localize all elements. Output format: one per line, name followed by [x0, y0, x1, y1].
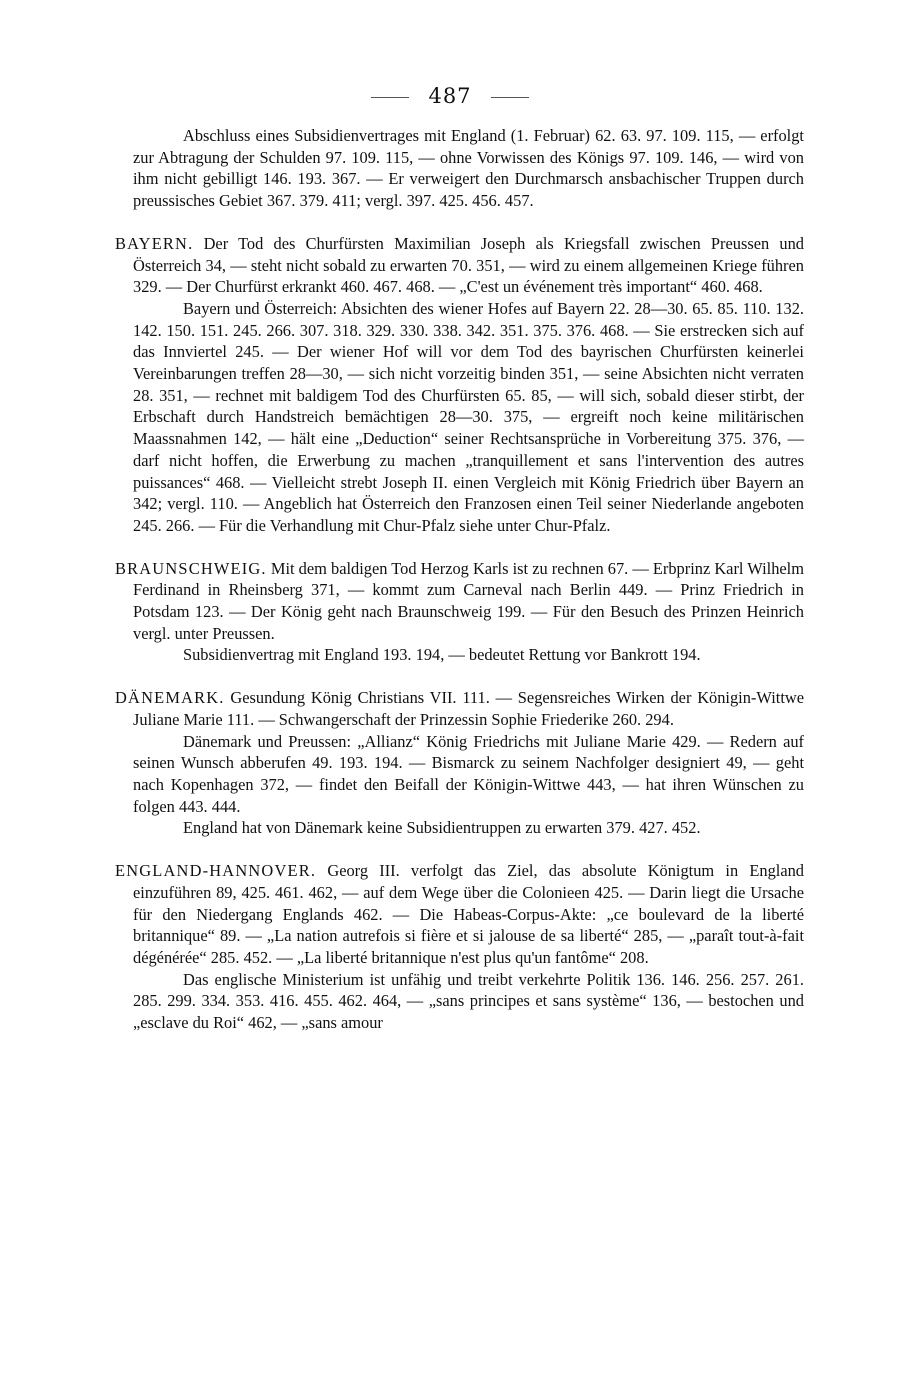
- entry-england-hannover-sub-paragraph: Das englische Ministerium ist unfähig und treibt verkehrte Politik 136. 146. 256. 257. 261. 285. 299. 334. 353. 416. 455. 462. 464, — „sans principes et sans système“ 136, — bestochen und „esclave du Roi“ 462, — „sans amour: [133, 969, 804, 1033]
- entry-braunschweig-first-paragraph: [115, 558, 804, 645]
- entry-daenemark-text: Gesundung König Christians VII. 111. — Segensreiches Wirken der Königin-Wittwe Juliane Marie 111. — Schwangerschaft der Prinzessin Sophie Friederike 260. 294.: [133, 688, 804, 729]
- continuation-paragraph: Abschluss eines Subsidienvertrages mit England (1. Februar) 62. 63. 97. 109. 115, — erfolgt zur Abtragung der Schulden 97. 109. 115, — ohne Vorwissen des Königs 97. 109. 146, — wird von ihm nicht gebilligt 146. 193. 367. — Er verweigert den Durchmarsch ansbachischer Truppen durch preussisches Gebiet 367. 379. 411; vergl. 397. 425. 456. 457.: [133, 126, 804, 211]
- page-number-dash-right: [491, 97, 529, 98]
- entry-england-hannover: [115, 860, 804, 1034]
- entry-head-bayern: BAYERN.: [115, 233, 194, 253]
- page-number-dash-left: [371, 97, 409, 98]
- entry-daenemark-first-paragraph: [115, 687, 804, 730]
- entry-bayern-first-paragraph: [115, 233, 804, 298]
- entry-head-england-hannover: ENGLAND-HANNOVER.: [115, 861, 317, 881]
- index-content: [115, 125, 804, 1034]
- entry-braunschweig-text: Mit dem baldigen Tod Herzog Karls ist zu rechnen 67. — Erbprinz Karl Wilhelm Ferdinand in Rheinsberg 371, — kommt zum Carneval nach Berlin 449. — Prinz Friedrich in Potsdam 123. — Der König geht nach Braunschweig 199. — Für den Besuch des Prinzen Heinrich vergl. unter Preussen.: [133, 558, 804, 643]
- entry-braunschweig-sub-paragraph: Subsidienvertrag mit England 193. 194, — bedeutet Rettung vor Bankrott 194.: [183, 645, 701, 665]
- entry-braunschweig: [115, 558, 804, 667]
- entry-bayern: [115, 233, 804, 537]
- entry-daenemark-sub-paragraph-1: Dänemark und Preussen: „Allianz“ König Friedrichs mit Juliane Marie 429. — Redern auf seinen Wunsch abberufen 49. 193. 194. — Bismarck zu seinem Nachfolger designiert 49, — geht nach Kopenhagen 372, — findet den Beifall der Königin-Wittwe 443, — hat ihren Wünschen zu folgen 443. 444.: [133, 731, 804, 816]
- entry-head-braunschweig: BRAUNSCHWEIG.: [115, 558, 267, 578]
- page-number-value: 487: [428, 84, 472, 108]
- entry-daenemark: [115, 687, 804, 839]
- entry-daenemark-sub-paragraph-2: England hat von Dänemark keine Subsidientruppen zu erwarten 379. 427. 452.: [183, 818, 701, 838]
- entry-bayern-sub-paragraph: Bayern und Österreich: Absichten des wiener Hofes auf Bayern 22. 28—30. 65. 85. 110. 132. 142. 150. 151. 245. 266. 307. 318. 329. 330. 338. 342. 351. 375. 376. 468. — Sie erstrecken sich auf das Innviertel 245. — Der wiener Hof will vor dem Tod des bayrischen Churfürsten keinerlei Vereinbarungen treffen 28—30, — sich nicht vorzeitig binden 351, — seine Absichten nicht verraten 28. 351, — rechnet mit baldigem Tod des Churfürsten 65. 85, — will sich, sobald dieser stirbt, der Erbschaft durch Handstreich bemächtigen 28—30. 375, — ergreift noch keine militärischen Maassnahmen 142, — hält eine „Deduction“ seiner Rechtsansprüche in Vorbereitung 375. 376, — darf nicht hoffen, die Erwerbung zu machen „tranquillement et sans l'intervention des autres puissances“ 468. — Vielleicht strebt Joseph II. einen Vergleich mit König Friedrich über Bayern an 342; vergl. 110. — Angeblich hat Österreich den Franzosen einen Teil seiner Niederlande angeboten 245. 266. — Für die Verhandlung mit Chur-Pfalz siehe unter Chur-Pfalz.: [133, 298, 804, 535]
- entry-head-daenemark: DÄNEMARK.: [115, 688, 225, 708]
- entry-bayern-text: Der Tod des Churfürsten Maximilian Joseph als Kriegsfall zwischen Preussen und Österreich 34, — steht nicht sobald zu erwarten 70. 351, — wird zu einem allgemeinen Kriege führen 329. — Der Churfürst erkrankt 460. 467. 468. — „C'est un événement très important“ 460. 468.: [133, 233, 804, 297]
- page-number: [0, 84, 900, 108]
- entry-england-hannover-text: Georg III. verfolgt das Ziel, das absolute Königtum in England einzuführen 89, 425. 461. 462, — auf dem Wege über die Colonieen 425. — Darin liegt die Ursache für den Niedergang Englands 462. — Die Habeas-Corpus-Akte: „ce boulevard de la liberté britannique“ 89. — „La nation autrefois si fière et si jalouse de sa liberté“ 285, — „paraît tout-à-fait dégénérée“ 285. 452. — „La liberté britannique n'est plus qu'un fantôme“ 208.: [133, 861, 804, 967]
- entry-england-hannover-first-paragraph: [115, 860, 804, 969]
